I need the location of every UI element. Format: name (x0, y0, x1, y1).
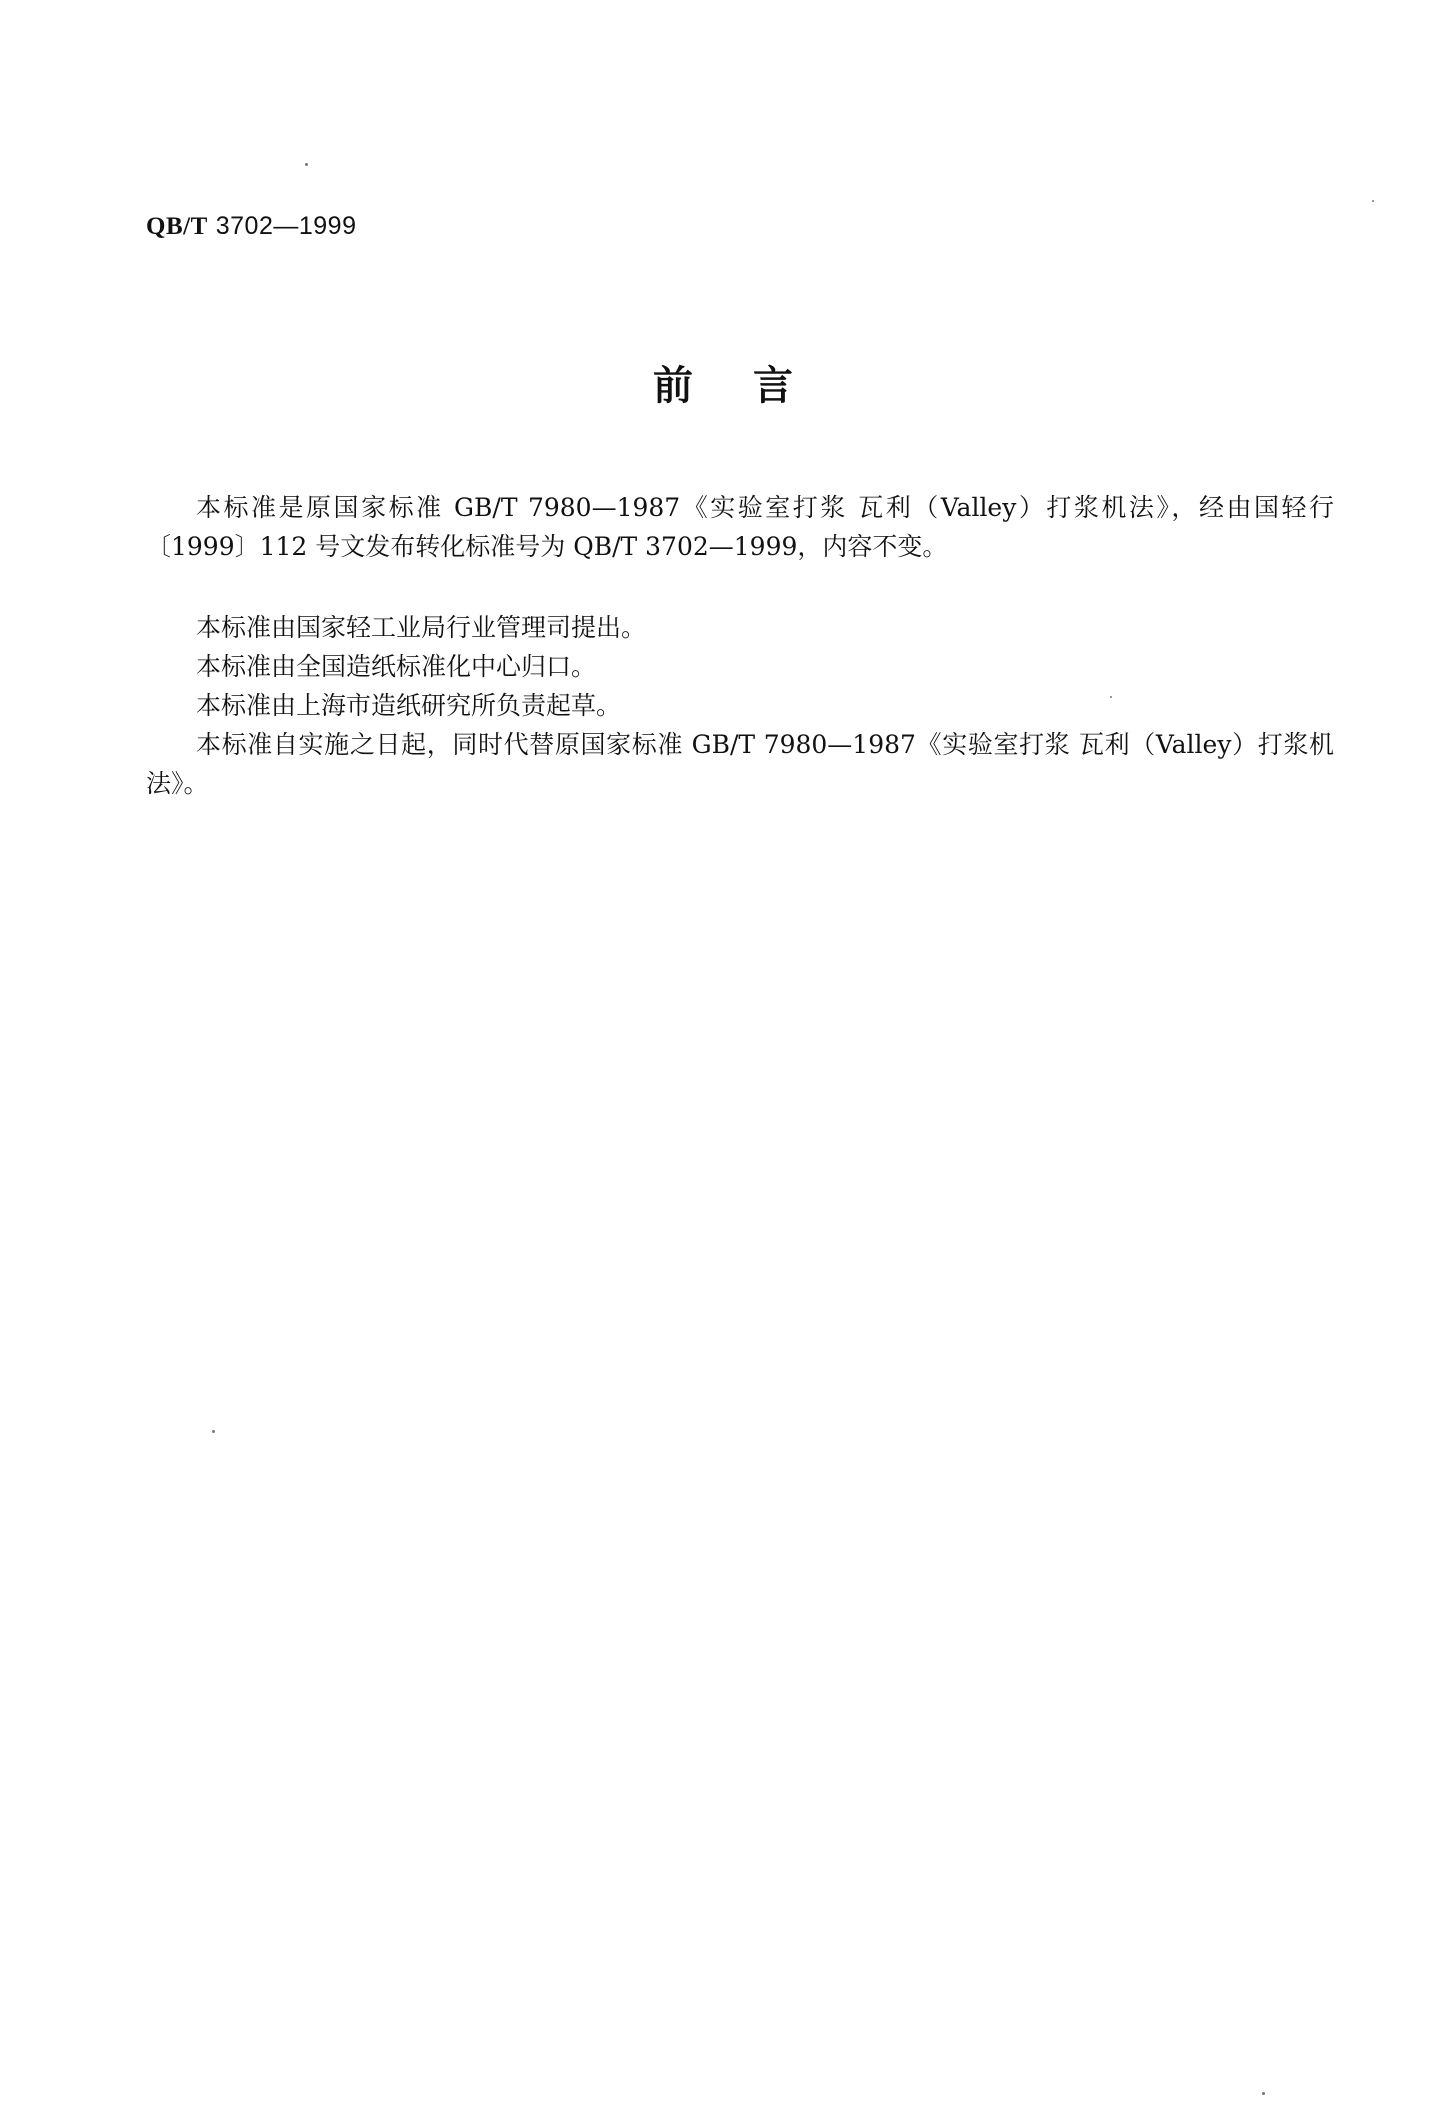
standard-code-number: 3702—1999 (215, 212, 357, 240)
intro-block (146, 488, 1334, 566)
scan-speck (305, 163, 308, 166)
paragraph-proposed-by: 本标准由国家轻工业局行业管理司提出。 (196, 613, 647, 642)
paragraph-replaces: 本标准自实施之日起，同时代替原国家标准 GB/T 7980—1987《实验室打浆 瓦利（Valley）打浆机法》。 (146, 730, 1334, 798)
scan-speck (212, 1430, 215, 1433)
page-title: 前言 (653, 362, 853, 409)
standard-code (146, 212, 356, 241)
scan-speck (1262, 2092, 1265, 2095)
scan-speck (1110, 696, 1112, 698)
paragraph-drafted-by: 本标准由上海市造纸研究所负责起草。 (196, 691, 622, 720)
info-block (146, 608, 1334, 803)
standard-code-prefix: QB/T (146, 213, 208, 240)
scan-speck (1372, 200, 1374, 202)
paragraph-managed-by: 本标准由全国造纸标准化中心归口。 (196, 652, 597, 681)
paragraph-intro: 本标准是原国家标准 GB/T 7980—1987《实验室打浆 瓦利（Valley）打浆机法》，经由国轻行〔1999〕112 号文发布转化标准号为 QB/T 3702—1999，内容不变。 (146, 493, 1334, 561)
